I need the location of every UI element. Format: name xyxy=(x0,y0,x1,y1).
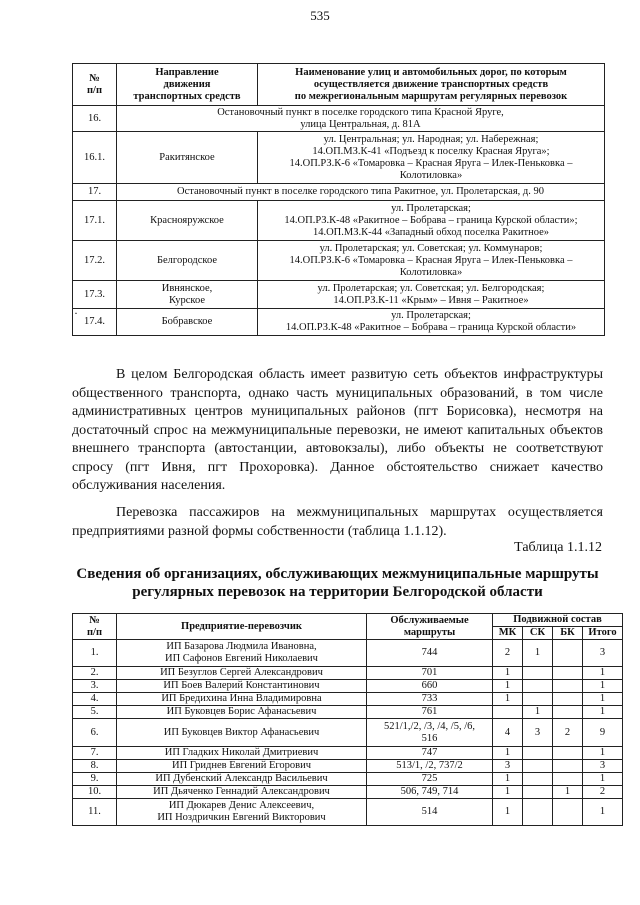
t2-cell-mk: 1 xyxy=(493,786,523,799)
t2-cell-total: 1 xyxy=(583,680,623,693)
t2-cell-carrier: ИП Дьяченко Геннадий Александрович xyxy=(117,786,367,799)
table-label: Таблица 1.1.12 xyxy=(514,540,602,555)
t2-cell-sk xyxy=(523,680,553,693)
t2-cell-mk: 1 xyxy=(493,747,523,760)
t1-row xyxy=(73,281,605,309)
t2-row xyxy=(73,693,623,706)
t2-cell-sk: 3 xyxy=(523,719,553,747)
t1-cell-streets: ул. Центральная; ул. Народная; ул. Набережная; 14.ОП.МЗ.К-41 «Подъезд к поселку Красная Яруга»; 14.ОП.РЗ.К-6 «Томаровка – Красная Яруга – Илек-Пеньковка – Колотиловка» xyxy=(258,132,605,184)
t2-cell-mk: 1 xyxy=(493,667,523,680)
t2-cell-total: 3 xyxy=(583,640,623,667)
t1-cell-full: Остановочный пункт в поселке городского типа Красной Яруге, улица Центральная, д. 81А xyxy=(117,106,605,132)
t2-cell-num: 9. xyxy=(73,773,117,786)
t2-cell-routes: 747 xyxy=(367,747,493,760)
t1-cell-num: 17.4. xyxy=(73,309,117,336)
t1-cell-direction: Краснояружское xyxy=(117,201,258,241)
t2-cell-routes: 660 xyxy=(367,680,493,693)
t2-cell-carrier: ИП Буковцев Виктор Афанасьевич xyxy=(117,719,367,747)
t2-cell-total: 1 xyxy=(583,799,623,826)
t2-cell-total: 3 xyxy=(583,760,623,773)
t2-cell-routes: 513/1, /2, 737/2 xyxy=(367,760,493,773)
t2-row xyxy=(73,640,623,667)
t2-row xyxy=(73,680,623,693)
t1-cell-num: 17.3. xyxy=(73,281,117,309)
t2-row xyxy=(73,773,623,786)
t2-cell-sk: 1 xyxy=(523,640,553,667)
t1-row xyxy=(73,309,605,336)
t2-cell-sk xyxy=(523,786,553,799)
table2-title: Сведения об организациях, обслуживающих межмуниципальные маршруты регулярных перевозок на территории Белгородской области xyxy=(76,566,599,600)
t2-cell-bk: 2 xyxy=(553,719,583,747)
t2-cell-total: 1 xyxy=(583,706,623,719)
margin-mark: · xyxy=(74,306,78,320)
t2-cell-carrier: ИП Гладких Николай Дмитриевич xyxy=(117,747,367,760)
t2-cell-routes: 744 xyxy=(367,640,493,667)
t2-cell-sk xyxy=(523,693,553,706)
t2-cell-routes: 733 xyxy=(367,693,493,706)
paragraph-carriers: Перевозка пассажиров на межмуниципальных маршрутах осуществляется предприятиями разной формы собственности (таблица 1.1.12). xyxy=(72,505,603,539)
interregional-routes-table xyxy=(72,63,605,336)
t2-cell-bk xyxy=(553,680,583,693)
t1-header-direction: Направление движения транспортных средств xyxy=(117,64,258,106)
t2-cell-mk: 2 xyxy=(493,640,523,667)
t1-header-streets: Наименование улиц и автомобильных дорог, по которым осуществляется движение транспортных средств по межрегиональным маршрутам регулярных перевозок xyxy=(258,64,605,106)
t2-cell-routes: 514 xyxy=(367,799,493,826)
t1-cell-num: 16. xyxy=(73,106,117,132)
t2-cell-mk: 1 xyxy=(493,799,523,826)
t1-cell-direction: Ракитянское xyxy=(117,132,258,184)
t1-cell-direction: Ивнянское, Курское xyxy=(117,281,258,309)
t2-cell-total: 1 xyxy=(583,693,623,706)
t2-cell-sk xyxy=(523,760,553,773)
t2-cell-routes: 701 xyxy=(367,667,493,680)
t2-cell-routes: 521/1,/2, /3, /4, /5, /6, 516 xyxy=(367,719,493,747)
t2-cell-routes: 761 xyxy=(367,706,493,719)
t2-cell-bk xyxy=(553,693,583,706)
t2-cell-carrier: ИП Боев Валерий Константинович xyxy=(117,680,367,693)
t2-cell-bk xyxy=(553,773,583,786)
t2-cell-mk: 1 xyxy=(493,693,523,706)
t2-cell-mk: 1 xyxy=(493,680,523,693)
t2-cell-sk xyxy=(523,773,553,786)
t2-cell-bk xyxy=(553,760,583,773)
t1-cell-streets: ул. Пролетарская; ул. Советская; ул. Коммунаров; 14.ОП.РЗ.К-6 «Томаровка – Красная Яруга – Илек-Пеньковка – Колотиловка» xyxy=(258,241,605,281)
t1-cell-direction: Белгородское xyxy=(117,241,258,281)
t2-cell-carrier: ИП Дюкарев Денис Алексеевич, ИП Ноздричкин Евгений Викторович xyxy=(117,799,367,826)
t2-cell-total: 1 xyxy=(583,773,623,786)
t2-cell-bk xyxy=(553,640,583,667)
t2-cell-num: 4. xyxy=(73,693,117,706)
t2-header-carrier: Предприятие-перевозчик xyxy=(117,614,367,640)
t1-row xyxy=(73,132,605,184)
page-number: 535 xyxy=(310,8,330,23)
t1-cell-streets: ул. Пролетарская; ул. Советская; ул. Белгородская; 14.ОП.РЗ.К-11 «Крым» – Ивня – Ракитное» xyxy=(258,281,605,309)
t1-row xyxy=(73,184,605,201)
t2-cell-carrier: ИП Бредихина Инна Владимировна xyxy=(117,693,367,706)
t2-cell-bk xyxy=(553,667,583,680)
t2-cell-total: 1 xyxy=(583,667,623,680)
t2-cell-bk xyxy=(553,747,583,760)
t2-cell-num: 3. xyxy=(73,680,117,693)
t2-row xyxy=(73,760,623,773)
t2-header-num: № п/п xyxy=(73,614,117,640)
t2-row xyxy=(73,706,623,719)
t2-cell-bk xyxy=(553,799,583,826)
t2-cell-bk xyxy=(553,706,583,719)
carriers-table xyxy=(72,613,623,826)
t2-row xyxy=(73,786,623,799)
t2-cell-mk: 3 xyxy=(493,760,523,773)
t2-cell-routes: 506, 749, 714 xyxy=(367,786,493,799)
t2-cell-total: 9 xyxy=(583,719,623,747)
t2-cell-mk xyxy=(493,706,523,719)
t2-header-sk: СК xyxy=(523,627,553,640)
t2-cell-num: 5. xyxy=(73,706,117,719)
t2-header-fleet: Подвижной состав xyxy=(493,614,623,627)
t2-cell-sk xyxy=(523,799,553,826)
t1-cell-num: 17.2. xyxy=(73,241,117,281)
t2-cell-mk: 1 xyxy=(493,773,523,786)
t2-row xyxy=(73,747,623,760)
t2-cell-num: 11. xyxy=(73,799,117,826)
t2-cell-sk: 1 xyxy=(523,706,553,719)
t2-cell-sk xyxy=(523,747,553,760)
t2-cell-sk xyxy=(523,667,553,680)
t1-cell-streets: ул. Пролетарская; 14.ОП.РЗ.К-48 «Ракитное – Бобрава – граница Курской области»; 14.ОП.МЗ.К-44 «Западный обход поселка Ракитное» xyxy=(258,201,605,241)
t2-cell-num: 10. xyxy=(73,786,117,799)
t2-header-bk: БК xyxy=(553,627,583,640)
t1-row xyxy=(73,201,605,241)
t2-row xyxy=(73,799,623,826)
t1-row xyxy=(73,106,605,132)
t2-cell-num: 2. xyxy=(73,667,117,680)
t2-cell-total: 2 xyxy=(583,786,623,799)
t1-row xyxy=(73,241,605,281)
t2-cell-bk: 1 xyxy=(553,786,583,799)
t1-cell-direction: Бобравское xyxy=(117,309,258,336)
t2-cell-routes: 725 xyxy=(367,773,493,786)
t2-header-mk: МК xyxy=(493,627,523,640)
t2-cell-num: 6. xyxy=(73,719,117,747)
t1-cell-full: Остановочный пункт в поселке городского типа Ракитное, ул. Пролетарская, д. 90 xyxy=(117,184,605,201)
t2-cell-carrier: ИП Буковцев Борис Афанасьевич xyxy=(117,706,367,719)
t1-cell-streets: ул. Пролетарская; 14.ОП.РЗ.К-48 «Ракитное – Бобрава – граница Курской области» xyxy=(258,309,605,336)
t2-row xyxy=(73,719,623,747)
t2-cell-carrier: ИП Дубенский Александр Васильевич xyxy=(117,773,367,786)
t2-cell-carrier: ИП Базарова Людмила Ивановна, ИП Сафонов Евгений Николаевич xyxy=(117,640,367,667)
t2-cell-carrier: ИП Безуглов Сергей Александрович xyxy=(117,667,367,680)
t2-cell-mk: 4 xyxy=(493,719,523,747)
t1-cell-num: 17.1. xyxy=(73,201,117,241)
t2-row xyxy=(73,667,623,680)
t1-header-num: № п/п xyxy=(73,64,117,106)
t2-cell-num: 8. xyxy=(73,760,117,773)
t2-cell-num: 7. xyxy=(73,747,117,760)
paragraph-infrastructure: В целом Белгородская область имеет развитую сеть объектов инфраструктуры общественного транспорта, однако часть муниципальных образований, в том числе административных центров муниципальных районов (пгт Борисовка), несмотря на достаточный спрос на межмуниципальные перевозки, не имеют капитальных объектов внешнего транспорта (автостанции, автовокзалы), либо объекты не соответствуют спросу (пгт Ивня, пгт Прохоровка). Данное обстоятельство снижает качество обслуживания населения. xyxy=(72,367,603,493)
t1-cell-num: 16.1. xyxy=(73,132,117,184)
t2-header-total: Итого xyxy=(583,627,623,640)
t2-cell-num: 1. xyxy=(73,640,117,667)
t2-cell-carrier: ИП Гриднев Евгений Егорович xyxy=(117,760,367,773)
t2-cell-total: 1 xyxy=(583,747,623,760)
t2-header-routes: Обслуживаемые маршруты xyxy=(367,614,493,640)
t1-cell-num: 17. xyxy=(73,184,117,201)
